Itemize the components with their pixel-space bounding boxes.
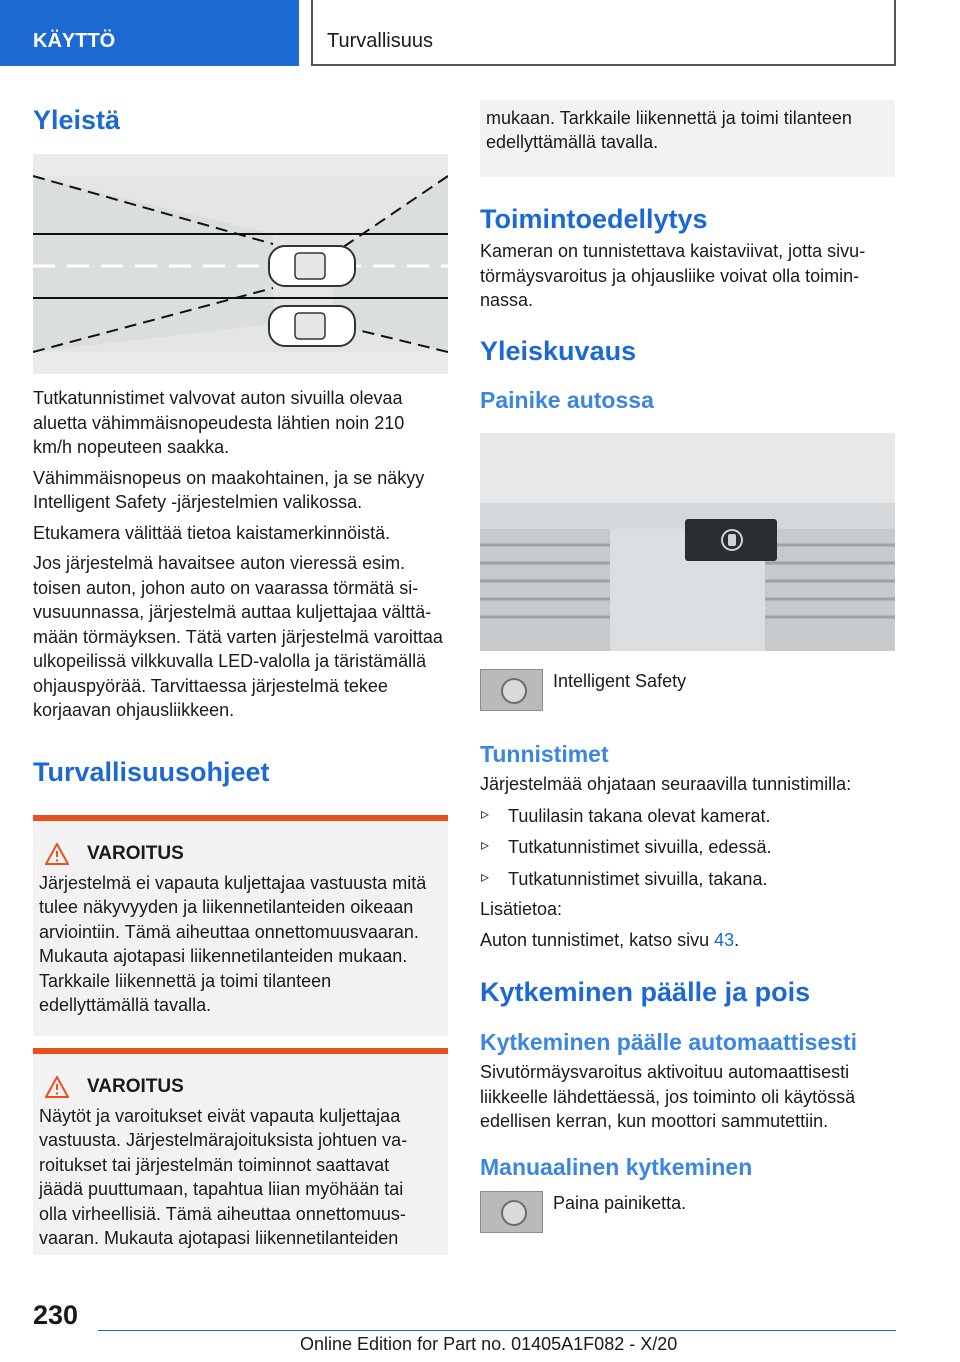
- para-tunnistimet: Järjestelmää ohjataan seuraavilla tunnistimilla:: [480, 774, 852, 795]
- heading-automaattisesti: Kytkeminen päälle automaattisesti: [480, 1028, 858, 1055]
- reference-end: .: [734, 929, 740, 950]
- page-header: [0, 0, 960, 66]
- intelligent-safety-row: [480, 669, 895, 711]
- dashboard-photo: [480, 433, 895, 651]
- para-3: Etukamera välittää tietoa kaistamerkinnöistä.: [33, 522, 391, 543]
- lane-diagram-svg: [33, 154, 448, 374]
- right-column: [480, 100, 895, 1233]
- warning-1-text: Järjestelmä ei vapauta kuljettajaa vastuusta mitä tulee näkyvyyden ja liikennetilanteiden oikeaan arviointiin. Tämä aiheuttaa onnettomuusvaaran. Mukauta ajotapasi liikennetilanteiden mukaan. Tarkkaile liikennettä ja toimi tilanteen edellyttämällä tavalla.: [39, 872, 427, 1016]
- safety-button-icon: [480, 1191, 543, 1233]
- warning-1-title: VAROITUS: [87, 842, 184, 864]
- intelligent-safety-button-icon: [480, 669, 543, 711]
- left-column: [33, 96, 448, 1255]
- page-number: 230: [33, 1300, 79, 1330]
- chapter-title: Turvallisuus: [311, 0, 896, 66]
- heading-kytkeminen: Kytkeminen päälle ja pois: [480, 977, 811, 1008]
- warning-box-1: [33, 815, 448, 1036]
- para-1: Tutkatunnistimet valvovat auton sivuilla olevaa aluetta vähimmäisnopeudesta lähtien noin 210 km/h nopeuteen saakka.: [33, 388, 405, 458]
- heading-manuaalinen: Manuaalinen kytkeminen: [480, 1153, 753, 1180]
- warning-2-title: VAROITUS: [87, 1075, 184, 1097]
- heading-toimintoedellytys: Toimintoedellytys: [480, 203, 708, 234]
- sensor-list: [480, 804, 895, 891]
- list-item: ▹ Tutkatunnistimet sivuilla, takana.: [480, 867, 895, 891]
- warning-1-title-row: [45, 843, 436, 865]
- intelligent-safety-label: Intelligent Safety: [553, 670, 687, 691]
- warning-box-2: [33, 1048, 448, 1255]
- dashboard-photo-svg: [480, 433, 895, 651]
- para-toiminto: Kameran on tunnistettava kaistaviivat, jotta sivutörmäysvaroitus ja ohjausliike voivat olla toiminnassa.: [480, 241, 866, 311]
- page-link[interactable]: 43: [714, 929, 735, 950]
- reference-text: Auton tunnistimet, katso sivu: [480, 929, 715, 950]
- heading-turvallisuusohjeet: Turvallisuusohjeet: [33, 757, 270, 788]
- list-item: ▹ Tuulilasin takana olevat kamerat.: [480, 804, 895, 828]
- heading-yleista: Yleistä: [33, 105, 121, 135]
- lisatietoa-label: Lisätietoa:: [480, 899, 563, 920]
- heading-painike: Painike autossa: [480, 387, 654, 414]
- warning-continued-text: mukaan. Tarkkaile liikennettä ja toimi tilanteen edellyttämällä tavalla.: [486, 108, 852, 153]
- warning-triangle-icon: [45, 1076, 69, 1098]
- warning-continued: [480, 100, 895, 177]
- para-4: Jos järjestelmä havaitsee auton vieressä esim. toisen auton, johon auto on vaarassa törmätä sivusuunnassa, järjestelmä auttaa kuljettajaa välttämään törmäyksen. Tätä varten järjestelmä varoittaa ulkopeilissä vilkkuvalla LED-valolla ja täristämällä ohjauspyörää. Tarvittaessa järjestelmä tekee korjaavan ohjausliikkeen.: [33, 553, 443, 721]
- warning-2-title-row: [45, 1076, 436, 1098]
- manual-instruction: Paina painiketta.: [553, 1193, 687, 1214]
- lane-diagram: [33, 154, 448, 374]
- warning-triangle-icon: [45, 843, 69, 865]
- warning-2-text: Näytöt ja varoitukset eivät vapauta kuljettajaa vastuusta. Järjestelmärajoituksista johtuen varoitukset tai järjestelmän toiminnot saattavat jäädä puuttumaan, tapahtua liian myöhään tai olla virheellisiä. Tämä aiheuttaa onnettomuusvaaran. Mukauta ajotapasi liikennetilanteiden: [39, 1105, 408, 1249]
- para-2: Vähimmäisnopeus on maakohtainen, ja se näkyy Intelligent Safety -järjestelmien valikossa.: [33, 467, 425, 513]
- heading-yleiskuvaus: Yleiskuvaus: [480, 335, 637, 366]
- heading-tunnistimet: Tunnistimet: [480, 740, 609, 767]
- para-automaattisesti: Sivutörmäysvaroitus aktivoituu automaattisesti liikkeelle lähdettäessä, jos toiminto oli käytössä edellisen kerran, kun moottori sammutettiin.: [480, 1062, 856, 1132]
- reference-line: [480, 928, 895, 952]
- list-item: ▹ Tutkatunnistimet sivuilla, edessä.: [480, 835, 895, 859]
- manual-button-row: [480, 1191, 895, 1233]
- section-label: KÄYTTÖ: [0, 0, 299, 66]
- footer-edition: Online Edition for Part no. 01405A1F082 - X/20: [300, 1334, 678, 1354]
- footer-divider: [98, 1330, 896, 1331]
